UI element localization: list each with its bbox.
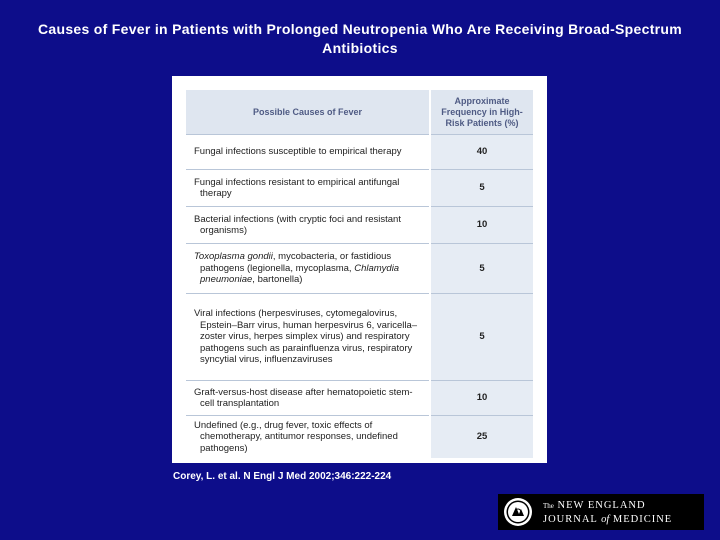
cause-cell [186, 244, 430, 294]
citation: Corey, L. et al. N Engl J Med 2002;346:222-224 [173, 471, 392, 482]
wordmark-journal: JOURNAL [543, 513, 598, 525]
table-header-row [186, 90, 533, 135]
nejm-seal-icon [503, 497, 533, 527]
table-row [186, 381, 533, 416]
table-panel [172, 76, 547, 463]
frequency-cell: 5 [430, 244, 533, 294]
nejm-wordmark [543, 499, 672, 526]
frequency-cell: 5 [430, 294, 533, 381]
frequency-cell: 5 [430, 170, 533, 207]
table-row [186, 244, 533, 294]
wordmark-line-1 [543, 499, 672, 513]
frequency-cell: 10 [430, 381, 533, 416]
nejm-logo [498, 494, 704, 530]
cause-text: , bartonella) [252, 274, 303, 286]
frequency-cell: 25 [430, 416, 533, 459]
header-approximate-frequency: Approximate Frequency in High-Risk Patients (%) [430, 90, 533, 135]
table-row [186, 207, 533, 244]
table-row [186, 170, 533, 207]
wordmark-the: The [543, 501, 554, 510]
wordmark-medicine: MEDICINE [612, 513, 673, 525]
wordmark-line-2 [543, 513, 672, 526]
organism-name-chlamydia: Chlamydia pneumoniae [200, 262, 400, 286]
frequency-cell: 10 [430, 207, 533, 244]
wordmark-new-england: NEW ENGLAND [557, 499, 646, 511]
cause-cell: Bacterial infections (with cryptic foci and resistant organisms) [186, 207, 430, 244]
wordmark-of: of [601, 513, 610, 525]
cause-cell: Fungal infections susceptible to empirical therapy [186, 135, 430, 170]
cause-cell: Viral infections (herpesviruses, cytomegalovirus, Epstein–Barr virus, human herpesvirus 6, varicella–zoster virus, herpes simplex virus) and respiratory pathogens such as parainfluenza virus, respiratory syncytial virus, influenzaviruses [186, 294, 430, 381]
cause-text: , mycobacteria, or fastidious pathogens (legionella, mycoplasma, [200, 251, 392, 274]
table-row [186, 135, 533, 170]
fever-causes-table [186, 90, 533, 458]
table-row [186, 294, 533, 381]
cause-cell: Undefined (e.g., drug fever, toxic effects of chemotherapy, antitumor responses, undefined pathogens) [186, 416, 430, 459]
header-possible-causes: Possible Causes of Fever [186, 90, 430, 135]
cause-cell: Fungal infections resistant to empirical antifungal therapy [186, 170, 430, 207]
organism-name-toxoplasma: Toxoplasma gondii [194, 251, 273, 263]
cause-cell: Graft-versus-host disease after hematopoietic stem-cell transplantation [186, 381, 430, 416]
slide-title: Causes of Fever in Patients with Prolonged Neutropenia Who Are Receiving Broad-Spectrum Antibiotics [37, 21, 683, 56]
frequency-cell: 40 [430, 135, 533, 170]
table-row [186, 416, 533, 459]
